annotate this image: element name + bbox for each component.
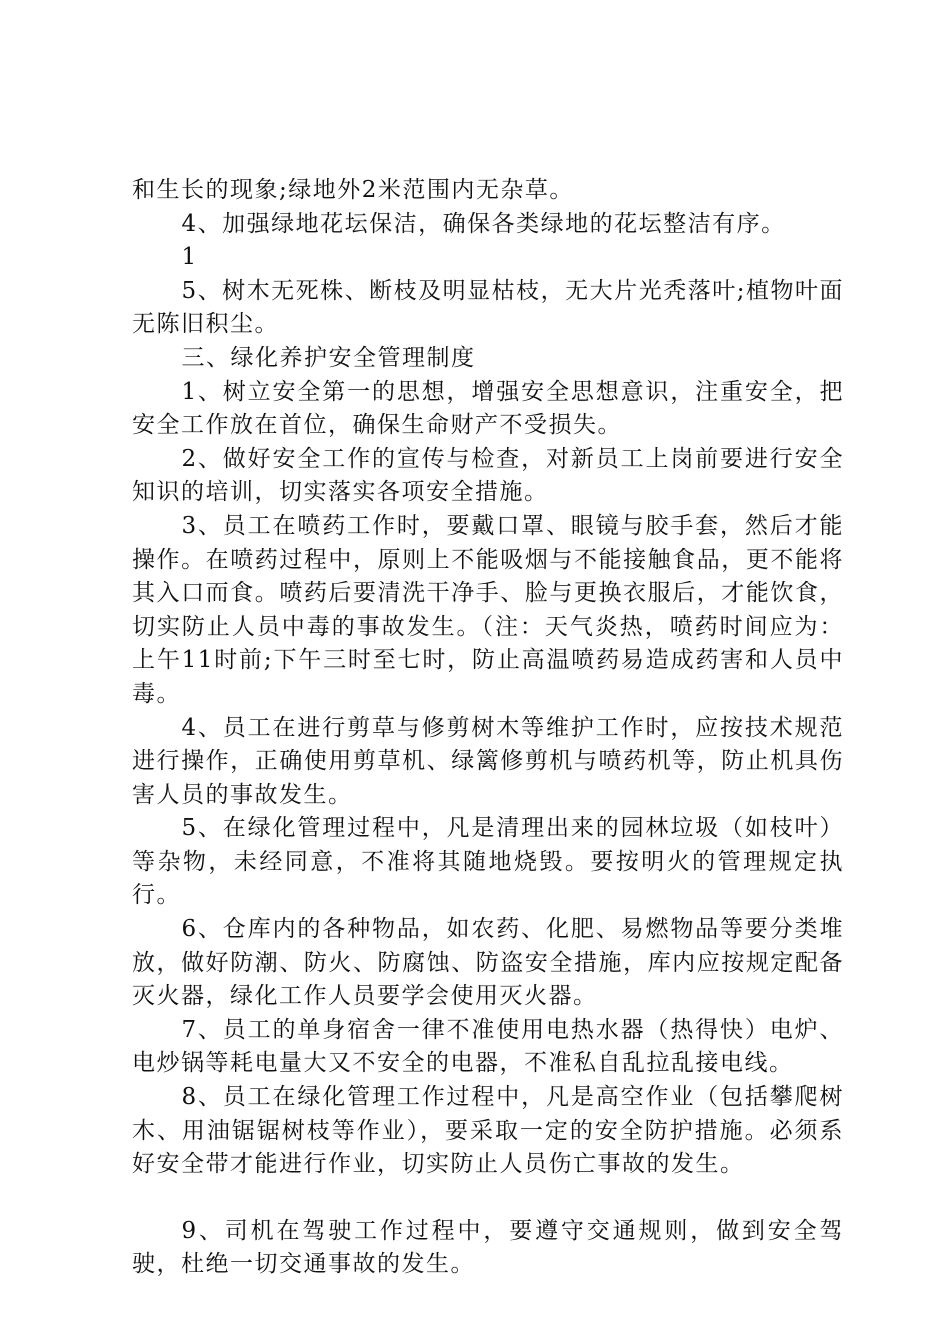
paragraph-item-4: 4、加强绿地花坛保洁，确保各类绿地的花坛整洁有序。 — [181, 210, 786, 237]
section-heading: 三、绿化养护安全管理制度 — [181, 344, 476, 371]
page-number: 1 — [181, 244, 198, 271]
paragraph-safety-2: 2、做好安全工作的宣传与检查，对新员工上岗前要进行安全知识的培训，切实落实各项安全措施。 — [132, 445, 844, 506]
paragraph-continuation: 和生长的现象;绿地外2米范围内无杂草。 — [132, 177, 574, 203]
paragraph-safety-5: 5、在绿化管理过程中，凡是清理出来的园林垃圾（如枝叶）等杂物，未经同意，不准将其随地烧毁。要按明火的管理规定执行。 — [132, 815, 844, 909]
paragraph-safety-6: 6、仓库内的各种物品，如农药、化肥、易燃物品等要分类堆放，做好防潮、防火、防腐蚀、防盗安全措施，库内应按规定配备灭火器，绿化工作人员要学会使用灭火器。 — [132, 916, 844, 1010]
paragraph-safety-3: 3、员工在喷药工作时，要戴口罩、眼镜与胶手套，然后才能操作。在喷药过程中，原则上不能吸烟与不能接触食品，更不能将其入口而食。喷药后要清洗干净手、脸与更换衣服后，才能饮食，切实防止人员中毒的事故发生。（注：天气炎热，喷药时间应为：上午11时前;下午三时至七时，防止高温喷药易造成药害和人员中毒。 — [132, 512, 844, 707]
paragraph-spacer — [132, 1182, 844, 1215]
document-body — [132, 174, 844, 1282]
paragraph-safety-9: 9、司机在驾驶工作过程中，要遵守交通规则，做到安全驾驶，杜绝一切交通事故的发生。 — [132, 1217, 844, 1278]
paragraph-safety-8: 8、员工在绿化管理工作过程中，凡是高空作业（包括攀爬树木、用油锯锯树枝等作业），要采取一定的安全防护措施。必须系好安全带才能进行作业，切实防止人员伤亡事故的发生。 — [132, 1084, 844, 1178]
paragraph-safety-1: 1、树立安全第一的思想，增强安全思想意识，注重安全，把安全工作放在首位，确保生命财产不受损失。 — [132, 378, 844, 439]
paragraph-safety-7: 7、员工的单身宿舍一律不准使用电热水器（热得快）电炉、电炒锅等耗电量大又不安全的电器，不准私自乱拉乱接电线。 — [132, 1016, 844, 1077]
paragraph-safety-4: 4、员工在进行剪草与修剪树木等维护工作时，应按技术规范进行操作，正确使用剪草机、绿篱修剪机与喷药机等，防止机具伤害人员的事故发生。 — [132, 714, 844, 808]
paragraph-item-5: 5、树木无死株、断枝及明显枯枝，无大片光秃落叶;植物叶面无陈旧积尘。 — [132, 277, 844, 338]
